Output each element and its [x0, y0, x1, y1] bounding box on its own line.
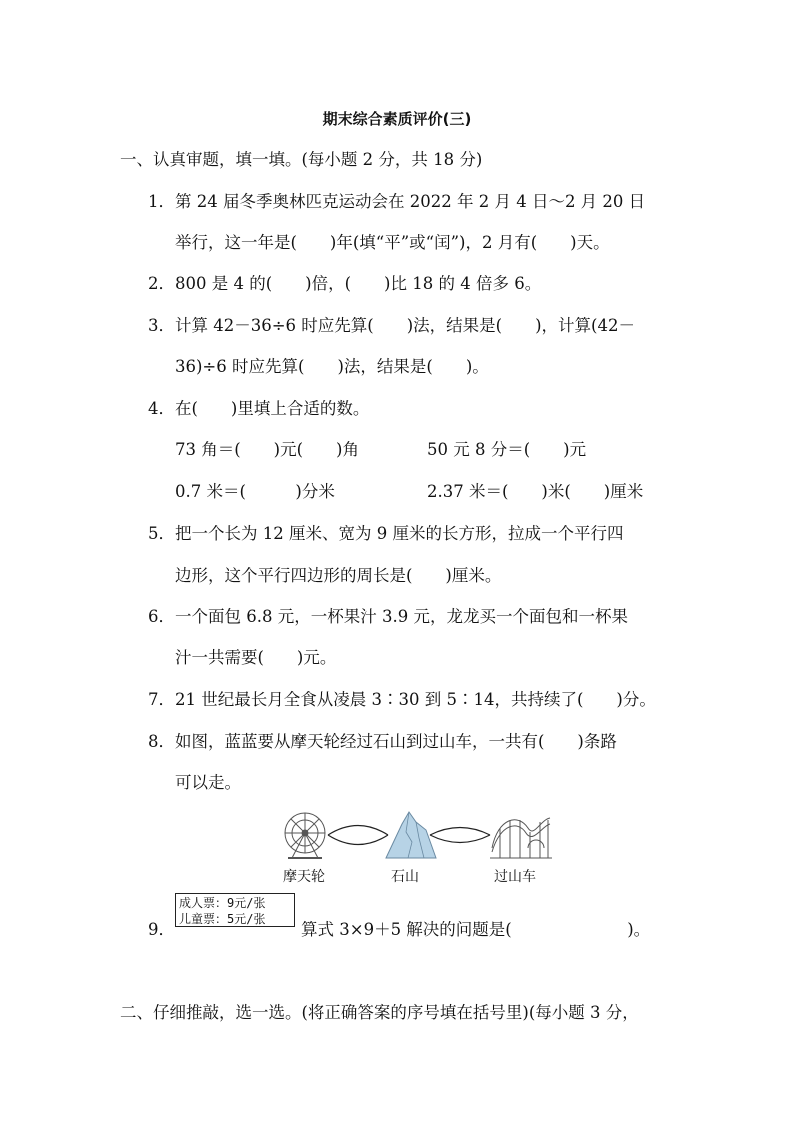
section1-heading: 一、认真审题，填一填。(每小题 2 分，共 18 分)	[120, 150, 483, 169]
page-title: 期末综合素质评价(三)	[322, 110, 472, 128]
q8-line1: 8．如图，蓝蓝要从摩天轮经过石山到过山车，一共有( )条路	[148, 732, 617, 751]
route-paths-right	[430, 828, 490, 843]
ticket-child-price: 儿童票：5元/张	[179, 912, 266, 926]
q1-line1: 1．第 24 届冬季奥林匹克运动会在 2022 年 2 月 4 日～2 月 20 日	[148, 192, 646, 211]
ferris-wheel-icon	[285, 813, 325, 858]
roller-coaster-icon	[490, 818, 552, 858]
q4-item-a: 73 角＝( )元( )角	[175, 440, 359, 459]
q1-line2: 举行，这一年是( )年(填“平”或“闰”)，2 月有( )天。	[175, 233, 610, 252]
q8-line2: 可以走。	[175, 773, 241, 792]
caption-roller-coaster: 过山车	[494, 869, 536, 885]
q5-line2: 边形，这个平行四边形的周长是( )厘米。	[175, 566, 502, 585]
q4-item-b: 50 元 8 分＝( )元	[427, 440, 587, 459]
q9-question: 算式 3×9＋5 解决的问题是( )。	[301, 920, 651, 939]
route-figure	[278, 808, 568, 868]
route-paths-left	[328, 826, 388, 845]
q3-line2: 36)÷6 时应先算( )法，结果是( )。	[175, 357, 489, 376]
q6-line2: 汁一共需要( )元。	[175, 648, 337, 667]
q4-item-d: 2.37 米＝( )米( )厘米	[427, 482, 644, 501]
q5-line1: 5．把一个长为 12 厘米、宽为 9 厘米的长方形，拉成一个平行四	[148, 524, 624, 543]
q9-number: 9．	[148, 920, 175, 939]
q3-line1: 3．计算 42－36÷6 时应先算( )法，结果是( )，计算(42－	[148, 316, 635, 335]
caption-rock-mountain: 石山	[391, 869, 419, 885]
rock-mountain-icon	[386, 812, 436, 858]
q4-line1: 4．在( )里填上合适的数。	[148, 399, 370, 418]
q2-line1: 2．800 是 4 的( )倍，( )比 18 的 4 倍多 6。	[148, 274, 542, 293]
q6-line1: 6．一个面包 6.8 元，一杯果汁 3.9 元，龙龙买一个面包和一杯果	[148, 607, 628, 626]
caption-ferris-wheel: 摩天轮	[283, 869, 325, 885]
q4-item-c: 0.7 米＝( )分米	[175, 482, 335, 501]
q7-line1: 7．21 世纪最长月全食从凌晨 3∶30 到 5∶14，共持续了( )分。	[148, 690, 656, 709]
section2-heading: 二、仔细推敲，选一选。(将正确答案的序号填在括号里)(每小题 3 分，	[120, 1003, 639, 1022]
ticket-adult-price: 成人票：9元/张	[179, 896, 266, 910]
ticket-price-box	[175, 893, 295, 927]
